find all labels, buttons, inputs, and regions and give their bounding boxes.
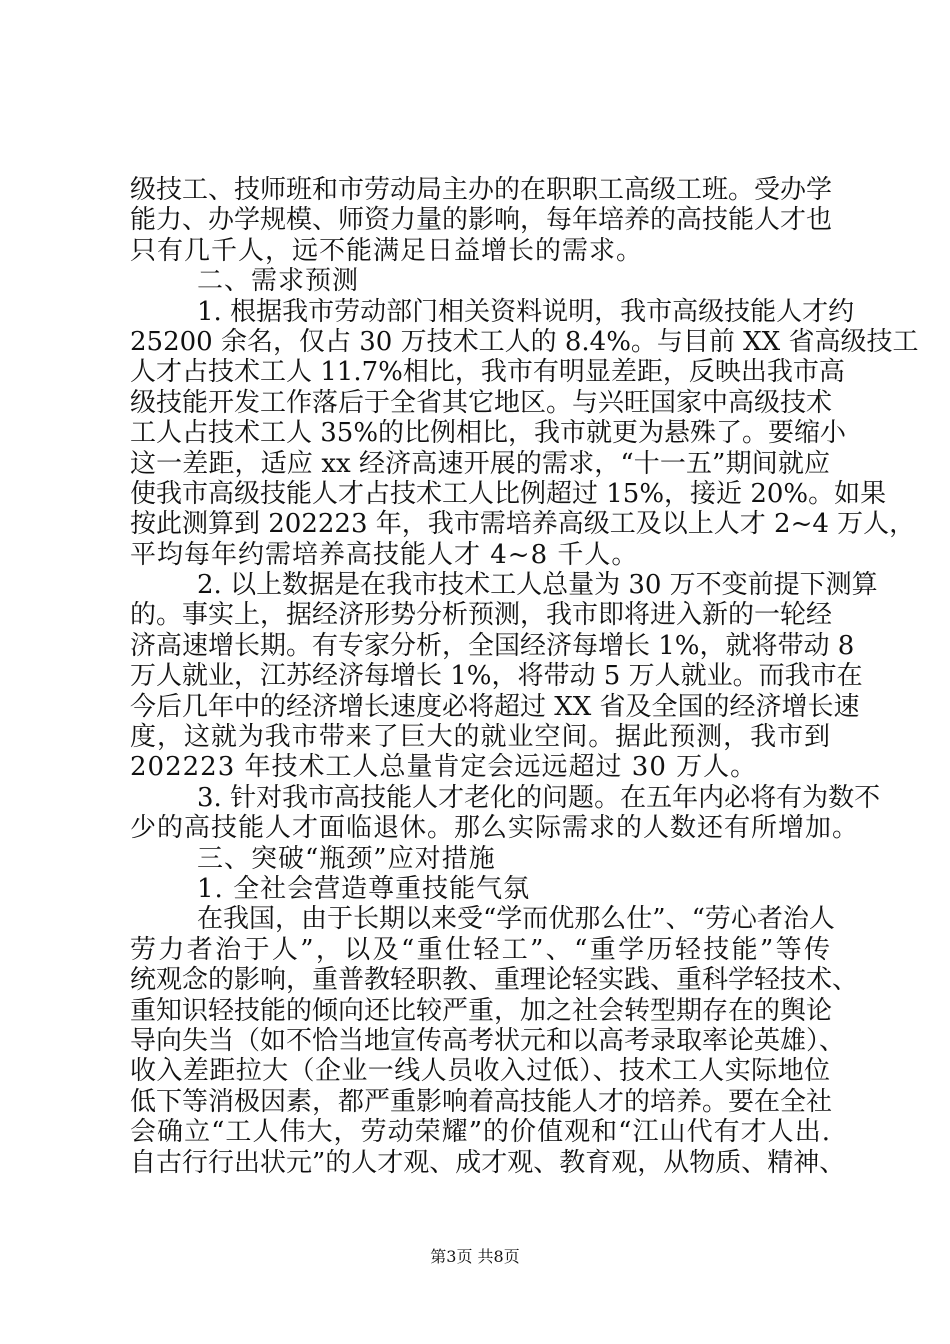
text-line: 3. 针对我市高技能人才老化的问题。在五年内必将有为数不	[197, 782, 881, 813]
text-line: 收入差距拉大（企业一线人员收入过低）、技术工人实际地位	[130, 1056, 830, 1087]
text-line: 统观念的影响，重普教轻职教、重理论轻实践、重科学轻技术、	[130, 965, 859, 996]
text-line: 能力、办学规模、师资力量的影响，每年培养的高技能人才也	[130, 205, 833, 236]
text-line: 按此测算到 202223 年，我市需培养高级工及以上人才 2~4 万人，	[130, 509, 916, 540]
text-line: 的。事实上，据经济形势分析预测，我市即将进入新的一轮经	[130, 600, 833, 631]
text-line: 自古行行出状元”的人才观、成才观、教育观，从物质、精神、	[130, 1147, 846, 1178]
document-body	[130, 175, 919, 1178]
text-line: 级技能开发工作落后于全省其它地区。与兴旺国家中高级技术	[130, 387, 833, 418]
text-line: 低下等消极因素，都严重影响着高技能人才的培养。要在全社	[130, 1086, 833, 1117]
text-line: 1. 全社会营造尊重技能气氛	[197, 873, 531, 904]
page-footer: 第3页 共8页	[430, 1247, 520, 1266]
text-line: 少的高技能人才面临退休。那么实际需求的人数还有所增加。	[130, 813, 860, 844]
text-line: 平均每年约需培养高技能人才 4~8 千人。	[130, 539, 639, 570]
text-line: 1. 根据我市劳动部门相关资料说明，我市高级技能人才约	[197, 296, 855, 327]
text-line: 25200 余名，仅占 30 万技术工人的 8.4%。与目前 XX 省高级技工	[130, 326, 919, 357]
text-line: 使我市高级技能人才占技术工人比例超过 15%，接近 20%。如果	[130, 478, 887, 509]
text-line: 会确立“工人伟大，劳动荣耀”的价值观和“江山代有才人出.	[130, 1117, 830, 1148]
text-line: 导向失当（如不恰当地宣传高考状元和以高考录取率论英雄）、	[130, 1025, 846, 1056]
text-line: 劳力者治于人”，以及“重仕轻工”、“重学历轻技能”等传	[130, 934, 830, 965]
text-line: 这一差距，适应 xx 经济高速开展的需求，“十一五”期间就应	[130, 448, 830, 479]
text-line: 重知识轻技能的倾向还比较严重，加之社会转型期存在的舆论	[130, 995, 833, 1026]
text-line: 万人就业，江苏经济每增长 1%，将带动 5 万人就业。而我市在	[130, 661, 863, 692]
text-line: 二、需求预测	[197, 266, 360, 297]
text-line: 在我国，由于长期以来受“学而优那么仕”、“劳心者治人	[197, 904, 835, 935]
text-line: 今后几年中的经济增长速度必将超过 XX 省及全国的经济增长速	[130, 691, 860, 722]
text-line: 三、突破“瓶颈”应对措施	[197, 843, 496, 874]
text-line: 济高速增长期。有专家分析，全国经济每增长 1%，就将带动 8	[130, 630, 855, 661]
text-line: 202223 年技术工人总量肯定会远远超过 30 万人。	[130, 752, 758, 783]
text-line: 度，这就为我市带来了巨大的就业空间。据此预测，我市到	[130, 722, 830, 753]
text-line: 工人占技术工人 35%的比例相比，我市就更为悬殊了。要缩小	[130, 418, 847, 449]
text-line: 人才占技术工人 11.7%相比，我市有明显差距，反映出我市高	[130, 357, 845, 388]
text-line: 2. 以上数据是在我市技术工人总量为 30 万不变前提下测算	[197, 570, 878, 601]
text-line: 级技工、技师班和市劳动局主办的在职职工高级工班。受办学	[130, 175, 833, 205]
text-line: 只有几千人，远不能满足日益增长的需求。	[130, 235, 644, 266]
